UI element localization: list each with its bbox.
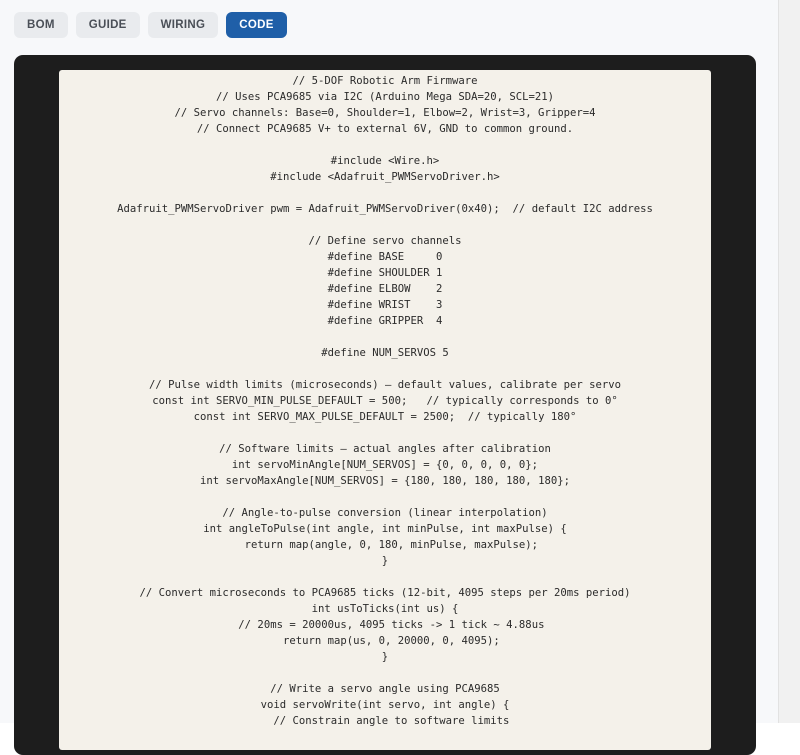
code-line: Adafruit_PWMServoDriver pwm = Adafruit_PWMServoDriver(0x40); // default I2C address [117, 203, 653, 215]
code-lines [59, 70, 711, 729]
code-line: // Define servo channels [308, 235, 462, 247]
code-line [59, 185, 711, 201]
tab-code[interactable]: CODE [226, 12, 286, 38]
code-line: int usToTicks(int us) { [311, 603, 459, 615]
code-line: // 5-DOF Robotic Arm Firmware [292, 75, 478, 87]
code-line: int servoMaxAngle[NUM_SERVOS] = {180, 180, 180, 180, 180}; [200, 475, 570, 487]
code-line: return map(us, 0, 20000, 0, 4095); [270, 635, 500, 647]
code-line: #define SHOULDER 1 [327, 267, 443, 279]
code-line: #include <Wire.h> [330, 155, 440, 167]
code-line [59, 489, 711, 505]
code-line: // Connect PCA9685 V+ to external 6V, GND to common ground. [196, 123, 574, 135]
code-line: #define GRIPPER 4 [327, 315, 443, 327]
tab-wiring[interactable]: WIRING [148, 12, 219, 38]
code-line: // 20ms = 20000us, 4095 ticks -> 1 tick ~ 4.88us [225, 619, 545, 631]
code-line: int angleToPulse(int angle, int minPulse, int maxPulse) { [203, 523, 567, 535]
code-line: void servoWrite(int servo, int angle) { [260, 699, 510, 711]
code-line [59, 425, 711, 441]
code-line: // Write a servo angle using PCA9685 [270, 683, 500, 695]
code-line: return map(angle, 0, 180, minPulse, maxPulse); [231, 539, 539, 551]
code-line: #define WRIST 3 [327, 299, 443, 311]
code-line: } [381, 555, 389, 567]
code-block [59, 70, 711, 750]
code-line: // Uses PCA9685 via I2C (Arduino Mega SDA=20, SCL=21) [215, 91, 555, 103]
code-line: #define NUM_SERVOS 5 [321, 347, 449, 359]
tab-guide[interactable]: GUIDE [76, 12, 140, 38]
code-line: const int SERVO_MIN_PULSE_DEFAULT = 500; // typically corresponds to 0° [152, 395, 618, 407]
code-line [59, 665, 711, 681]
code-line [59, 217, 711, 233]
code-line [59, 329, 711, 345]
code-line [59, 361, 711, 377]
code-line: const int SERVO_MAX_PULSE_DEFAULT = 2500; // typically 180° [193, 411, 577, 423]
code-line: #define BASE 0 [327, 251, 443, 263]
code-line: // Software limits – actual angles after calibration [219, 443, 551, 455]
code-line: // Angle-to-pulse conversion (linear interpolation) [222, 507, 548, 519]
code-line: // Pulse width limits (microseconds) – default values, calibrate per servo [149, 379, 621, 391]
code-line: #include <Adafruit_PWMServoDriver.h> [270, 171, 500, 183]
code-line: } [381, 651, 389, 663]
code-line: // Constrain angle to software limits [260, 715, 510, 727]
code-line: // Servo channels: Base=0, Shoulder=1, Elbow=2, Wrist=3, Gripper=4 [174, 107, 596, 119]
tab-bar [14, 12, 287, 38]
page-scrollbar[interactable] [778, 0, 800, 723]
code-line: #define ELBOW 2 [327, 283, 443, 295]
tab-bom[interactable]: BOM [14, 12, 68, 38]
code-line [59, 137, 711, 153]
code-line: int servoMinAngle[NUM_SERVOS] = {0, 0, 0, 0, 0}; [231, 459, 539, 471]
code-line: // Convert microseconds to PCA9685 ticks (12-bit, 4095 steps per 20ms period) [139, 587, 631, 599]
code-line [59, 569, 711, 585]
